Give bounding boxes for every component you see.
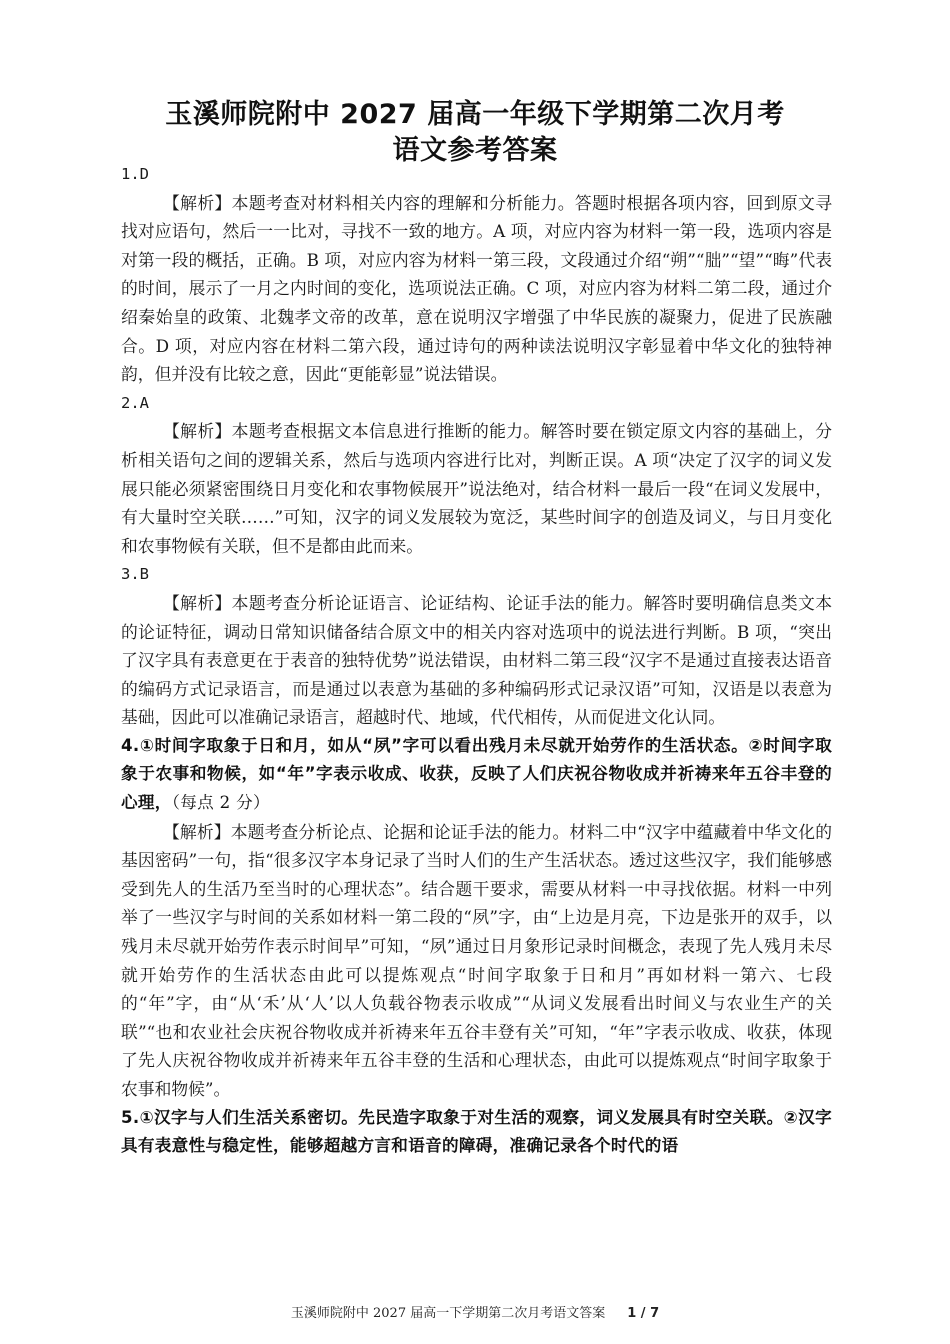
document-title: 玉溪师院附中 2027 届高一年级下学期第二次月考: [165, 99, 785, 130]
question-2-analysis: 【解析】本题考查根据文本信息进行推断的能力。解答时要在锁定原文内容的基础上，分析相关语句之间的逻辑关系，然后与选项内容进行比对，判断正误。A 项“决定了汉字的词义发展只能必须紧密围绕日月变化和农事物候展开”说法绝对，结合材料一最后一段“在词义发展中，有大量时空关联……”可知，汉字的词义发展较为宽泛，某些时间字的创造及词义，与日月变化和农事物候有关联，但不是都由此而来。: [121, 421, 832, 556]
question-3-analysis: 【解析】本题考查分析论证语言、论证结构、论证手法的能力。解答时要明确信息类文本的论证特征，调动日常知识储备结合原文中的相关内容对选项中的说法进行判断。B 项，“突出了汉字具有表意更在于表音的独特优势”说法错误，由材料二第三段“汉字不是通过直接表达语音的编码方式记录语言，而是通过以表意为基础的多种编码形式记录汉语”可知，汉语是以表意为基础，因此可以准确记录语言，超越时代、地域，代代相传，从而促进文化认同。: [121, 592, 832, 728]
question-4-score-note: （每点 2 分）: [171, 793, 270, 813]
question-2-answer: 2.A: [121, 393, 149, 412]
page-number: 1 / 7: [627, 1306, 660, 1321]
footer-text: 玉溪师院附中 2027 届高一下学期第二次月考语文答案: [290, 1306, 606, 1321]
question-3-answer: 3.B: [121, 565, 149, 584]
question-4-answer: [121, 732, 832, 818]
question-1-analysis: 【解析】本题考查对材料相关内容的理解和分析能力。答题时根据各项内容，回到原文寻找对应语句，然后一一比对，寻找不一致的地方。A 项，对应内容为材料一第一段，选项内容是对第一段的概括，正确。B 项，对应内容为材料一第三段，文段通过介绍“朔”“朏”“望”“晦”代表的时间，展示了一月之内时间的变化，选项说法正确。C 项，对应内容为材料二第二段，通过介绍秦始皇的政策、北魏孝文帝的改革，意在说明汉字增强了中华民族的凝聚力，促进了民族融合。D 项，对应内容在材料二第六段，通过诗句的两种读法说明汉字彰显着中华文化的独特神韵，但并没有比较之意，因此“更能彰显”说法错误。: [121, 192, 832, 385]
question-5-answer: 5.①汉字与人们生活关系密切。先民造字取象于对生活的观察，词义发展具有时空关联。②汉字具有表意性与稳定性，能够超越方言和语音的障碍，准确记录各个时代的语: [121, 1107, 832, 1156]
question-4-analysis: 【解析】本题考查分析论点、论据和论证手法的能力。材料二中“汉字中蕴藏着中华文化的基因密码”一句，指“很多汉字本身记录了当时人们的生产生活状态。透过这些汉字，我们能够感受到先人的生活乃至当时的心理状态”。结合题干要求，需要从材料一中寻找依据。材料一中列举了一些汉字与时间的关系如材料一第二段的“夙”字，由“上边是月亮，下边是张开的双手，以残月未尽就开始劳作表示时间早”可知，“夙”通过日月象形记录时间概念，表现了先人残月未尽就开始劳作的生活状态由此可以提炼观点“时间字取象于日和月”再如材料一第六、七段的“年”字，由“从‘禾’从‘人’以人负载谷物表示收成”“从词义发展看出时间义与农业生产的关联”“也和农业社会庆祝谷物收成并祈祷来年五谷丰登有关”可知，“年”字表示收成、收获，体现了先人庆祝谷物收成并祈祷来年五谷丰登的生活和心理状态，由此可以提炼观点“时间字取象于农事和物候”。: [121, 821, 832, 1099]
document-subtitle: 语文参考答案: [392, 135, 558, 166]
page-footer: [0, 1302, 950, 1321]
question-4-answer-text: 4.①时间字取象于日和月，如从“夙”字可以看出残月未尽就开始劳作的生活状态。②时间字取象于农事和物候，如“年”字表示收成、收获，反映了人们庆祝谷物收成并祈祷来年五谷丰登的心理，: [121, 735, 832, 813]
answer-content: [121, 160, 832, 1161]
question-1-answer: 1.D: [121, 165, 149, 183]
